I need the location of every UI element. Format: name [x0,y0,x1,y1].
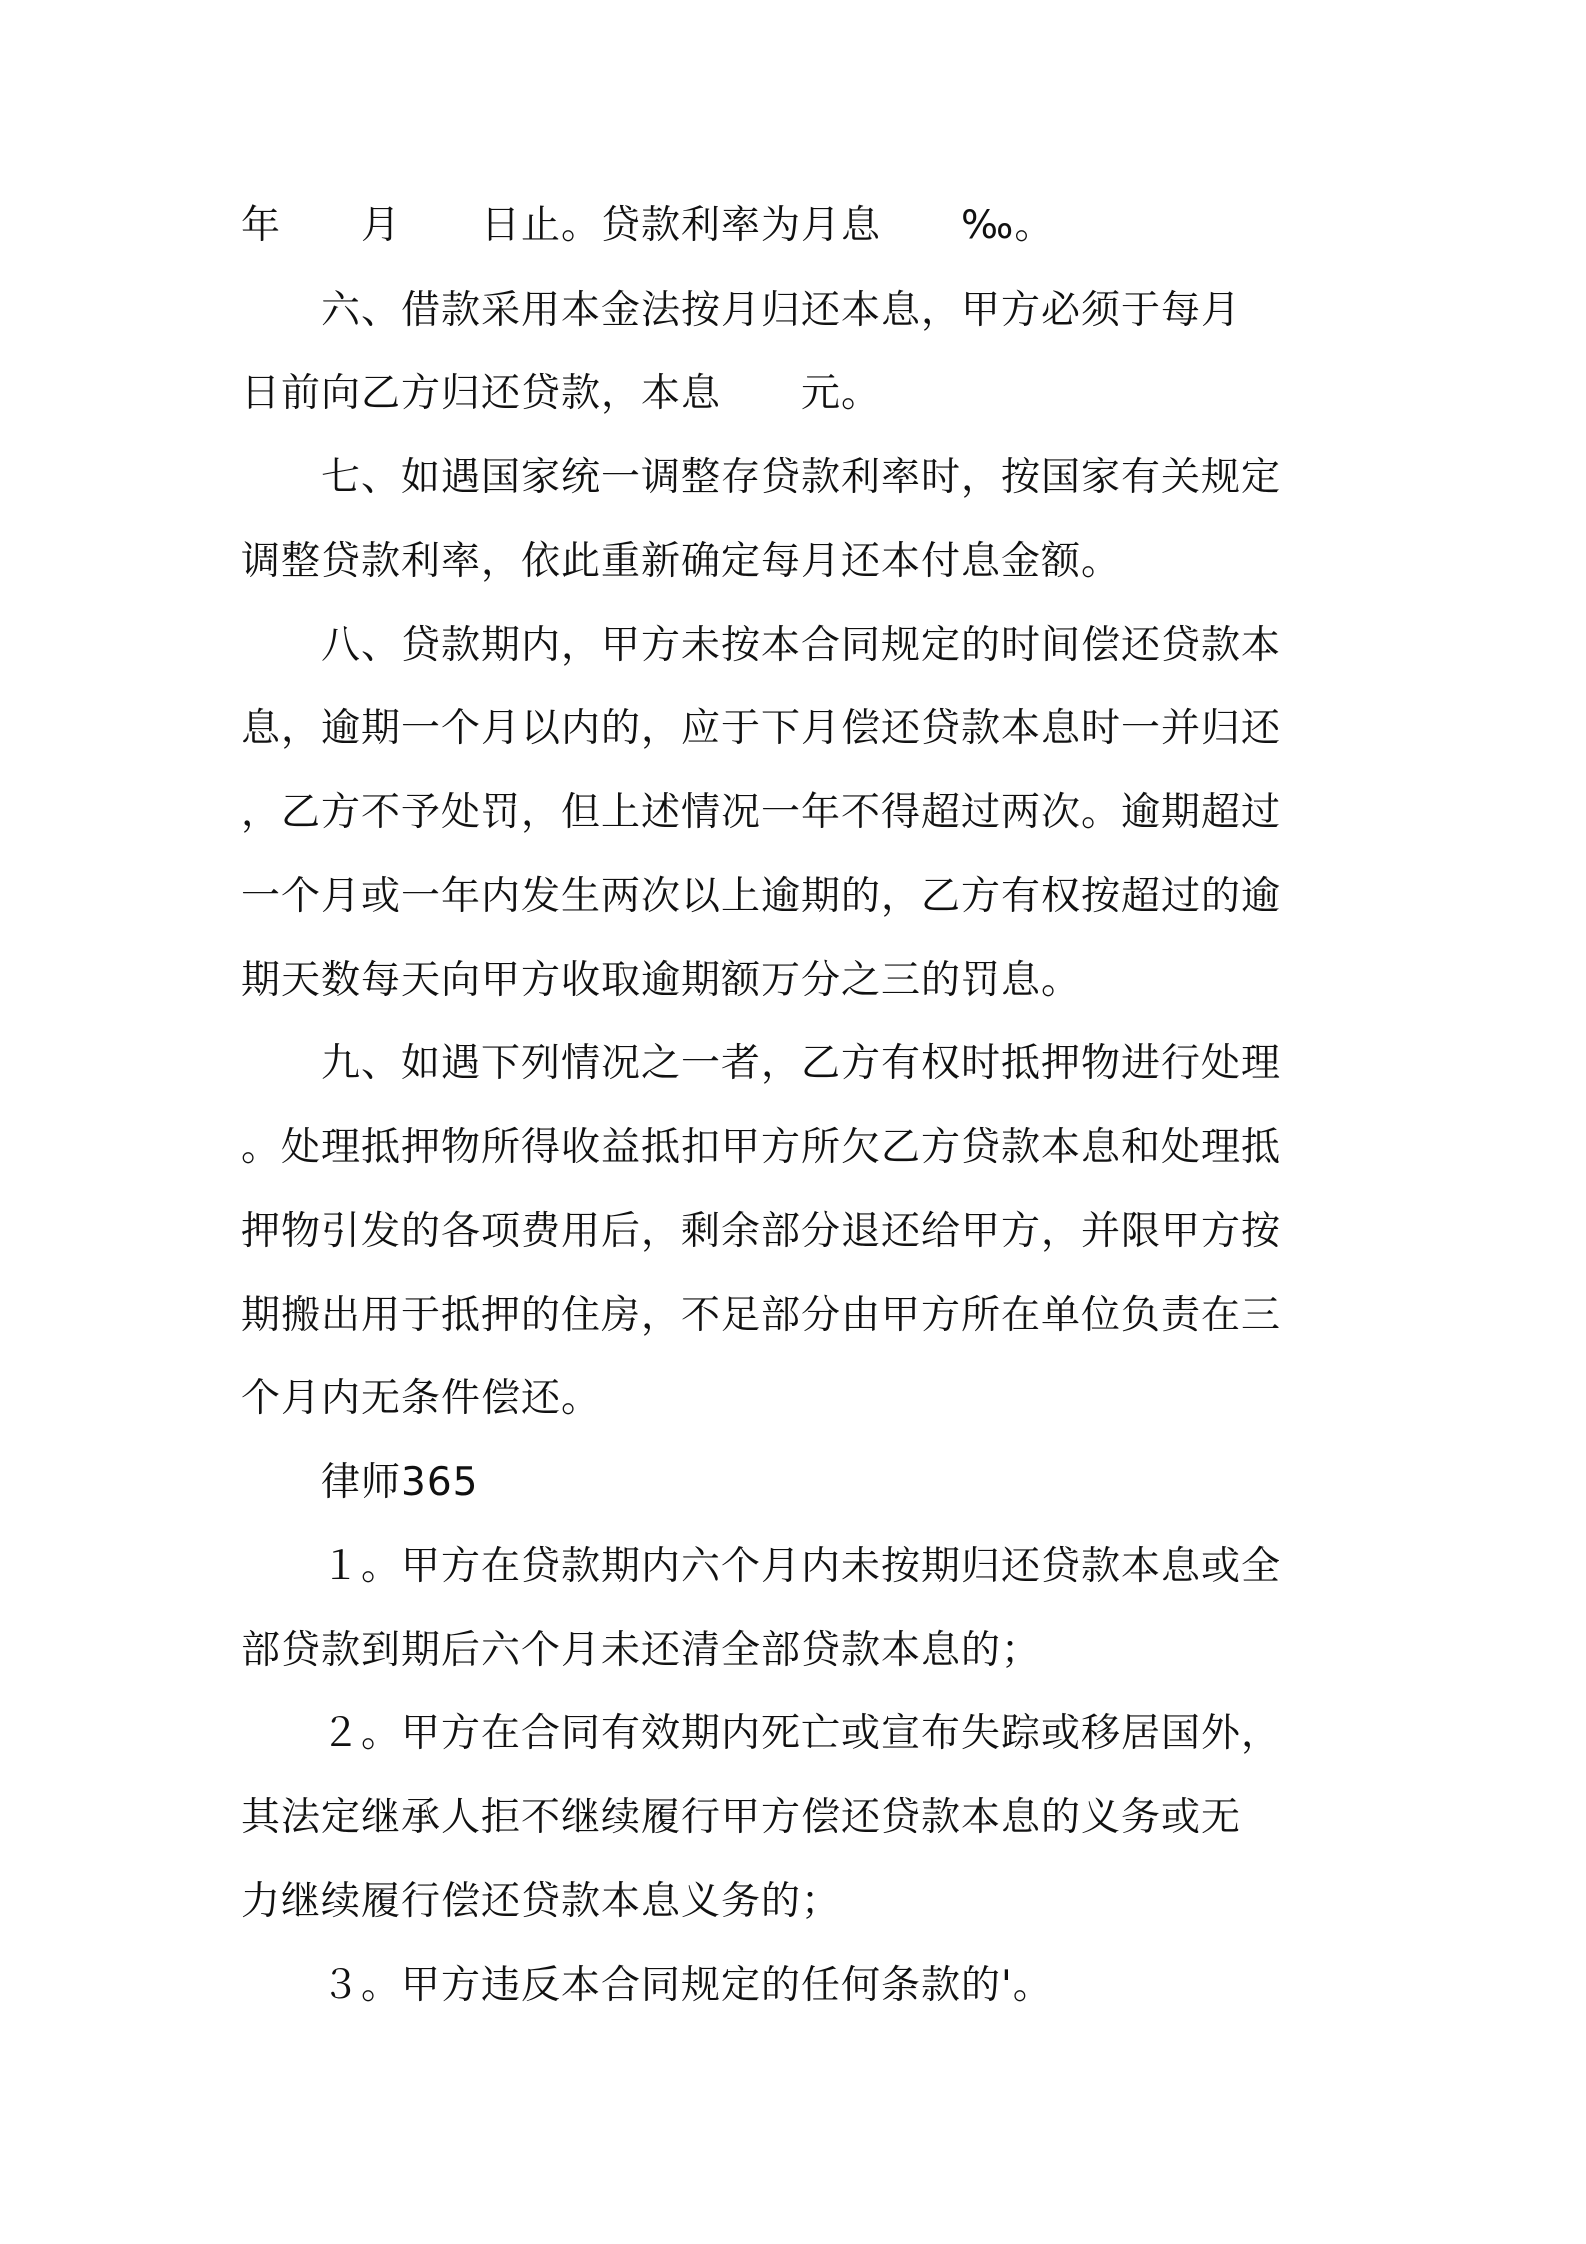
text-line: 押物引发的各项费用后，剩余部分退还给甲方，并限甲方按 [241,1209,1282,1254]
text-line: 部贷款到期后六个月未还清全部贷款本息的； [241,1628,1042,1673]
text-line: 调整贷款利率，依此重新确定每月还本付息金额。 [241,539,1122,584]
text-line: 一个月或一年内发生两次以上逾期的，乙方有权按超过的逾 [241,874,1282,919]
text-line: 个月内无条件偿还。 [241,1376,602,1421]
text-line: 九、如遇下列情况之一者，乙方有权时抵押物进行处理 [241,1041,1282,1086]
text-line: 日前向乙方归还贷款，本息 元。 [241,371,882,416]
text-line: 。处理抵押物所得收益抵扣甲方所欠乙方贷款本息和处理抵 [241,1125,1282,1170]
text-line: ２。甲方在合同有效期内死亡或宣布失踪或移居国外， [241,1711,1282,1756]
text-line: １。甲方在贷款期内六个月内未按期归还贷款本息或全 [241,1544,1282,1589]
text-line: 期搬出用于抵押的住房，不足部分由甲方所在单位负责在三 [241,1293,1282,1338]
text-line: 六、借款采用本金法按月归还本息，甲方必须于每月 [241,288,1242,333]
text-line: ，乙方不予处罚，但上述情况一年不得超过两次。逾期超过 [241,790,1282,835]
text-line: ３。甲方违反本合同规定的任何条款的'。 [241,1963,1053,2008]
text-line: 期天数每天向甲方收取逾期额万分之三的罚息。 [241,958,1082,1003]
text-line: 息，逾期一个月以内的，应于下月偿还贷款本息时一并归还 [241,706,1282,751]
text-line: 力继续履行偿还贷款本息义务的； [241,1879,842,1924]
text-line: 年 月 日止。贷款利率为月息 ‰。 [241,203,1055,248]
text-line: 律师365 [241,1460,479,1505]
text-line: 八、贷款期内，甲方未按本合同规定的时间偿还贷款本 [241,623,1282,668]
text-line: 七、如遇国家统一调整存贷款利率时，按国家有关规定 [241,455,1282,500]
text-line: 其法定继承人拒不继续履行甲方偿还贷款本息的义务或无 [241,1795,1242,1840]
